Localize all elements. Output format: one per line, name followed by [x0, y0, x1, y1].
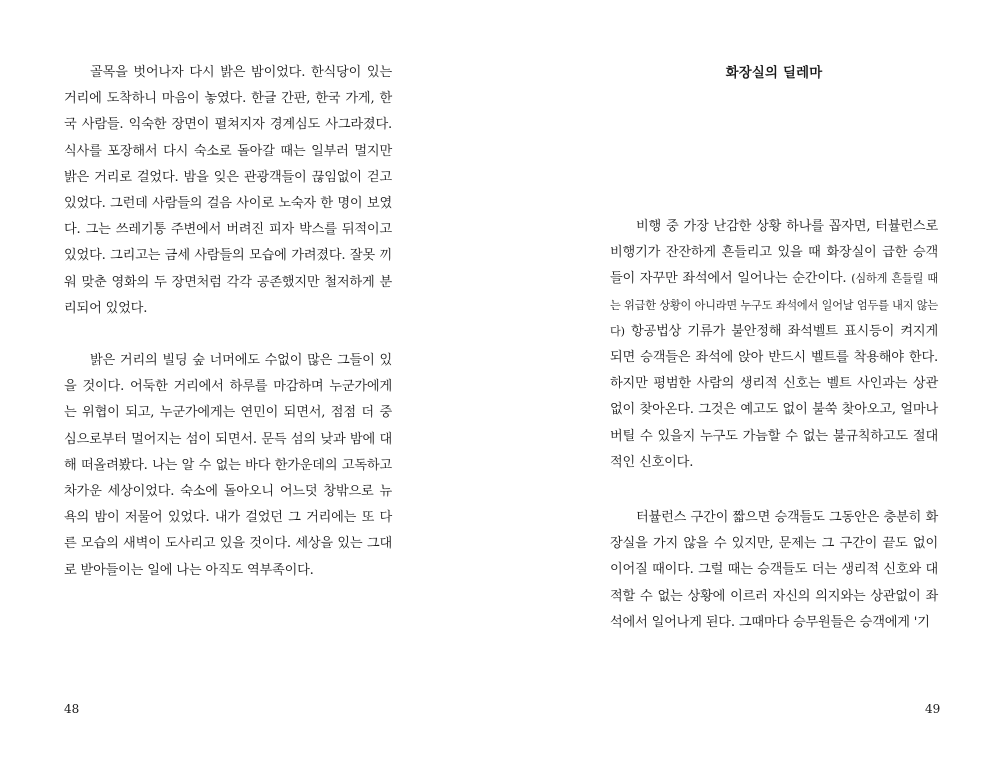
chapter-heading: 화장실의 딜레마: [725, 65, 823, 81]
right-paragraph-1-start: 비행 중 가장 난감한 상황 하나를 꼽자면, 터뷸런스로 비행기가 잔잔하게 흔들리고 있을 때 화장실이 급한 승객들이 자꾸만 좌석에서 일어나는 순간이다.: [610, 219, 938, 287]
left-paragraph-1: 골목을 벗어나자 다시 밝은 밤이었다. 한식당이 있는 거리에 도착하니 마음이 놓였다. 한글 간판, 한국 가게, 한국 사람들. 익숙한 장면이 펼쳐지자 경계심도 사그라졌다. 식사를 포장해서 다시 숙소로 돌아갈 때는 일부러 멀지만 밝은 거리로 걸었다. 밤을 잊은 관광객들이 끊임없이 걷고 있었다. 그런데 사람들의 걸음 사이로 노숙자 한 명이 보였다. 그는 쓰레기통 주변에서 버려진 피자 박스를 뒤적이고 있었다. 그리고는 금세 사람들의 모습에 가려졌다. 잘못 끼워 맞춘 영화의 두 장면처럼 각각 공존했지만 철저하게 분리되어 있었다.: [64, 65, 392, 316]
parenthetical-note: (심하게 흔들릴 때는 위급한 상황이 아니라면 누구도 좌석에서 일어날 엄두를 내지 않는다): [610, 272, 938, 338]
page-number-right: 49: [925, 702, 941, 716]
page-number-left: 48: [64, 702, 80, 716]
right-paragraph-2: 터뷸런스 구간이 짧으면 승객들도 그동안은 충분히 화장실을 가지 않을 수 있지만, 문제는 그 구간이 끝도 없이 이어질 때이다. 그럴 때는 승객들도 더는 생리적 신호와 대적할 수 없는 상황에 이르러 자신의 의지와는 상관없이 좌석에서 일어나게 된다. 그때마다 승무원들은 승객에게 '기: [610, 510, 938, 630]
left-paragraph-2: 밝은 거리의 빌딩 숲 너머에도 수없이 많은 그들이 있을 것이다. 어둑한 거리에서 하루를 마감하며 누군가에게는 위협이 되고, 누군가에게는 연민이 되면서, 점점 더 중심으로부터 멀어지는 섬이 되면서. 문득 섬의 낮과 밤에 대해 떠올려봤다. 나는 알 수 없는 바다 한가운데의 고독하고 차가운 세상이었다. 숙소에 돌아오니 어느덧 창밖으로 뉴욕의 밤이 저물어 있었다. 내가 걸었던 그 거리에는 또 다른 모습의 새벽이 도사리고 있을 것이다. 세상을 있는 그대로 받아들이는 일에 나는 아직도 역부족이다.: [64, 353, 392, 578]
right-paragraph-1: [610, 214, 938, 476]
right-page: [500, 0, 1000, 760]
right-paragraph-1-end: 항공법상 기류가 불안정해 좌석벨트 표시등이 켜지게 되면 승객들은 좌석에 앉아 반드시 벨트를 착용해야 한다. 하지만 평범한 사람의 생리적 신호는 벨트 사인과는 상관없이 찾아온다. 그것은 예고도 없이 불쑥 찾아오고, 얼마나 버틸 수 있을지 누구도 가늠할 수 없는 불규칙하고도 절대적인 신호이다.: [610, 323, 938, 470]
left-body-text: [64, 60, 392, 584]
